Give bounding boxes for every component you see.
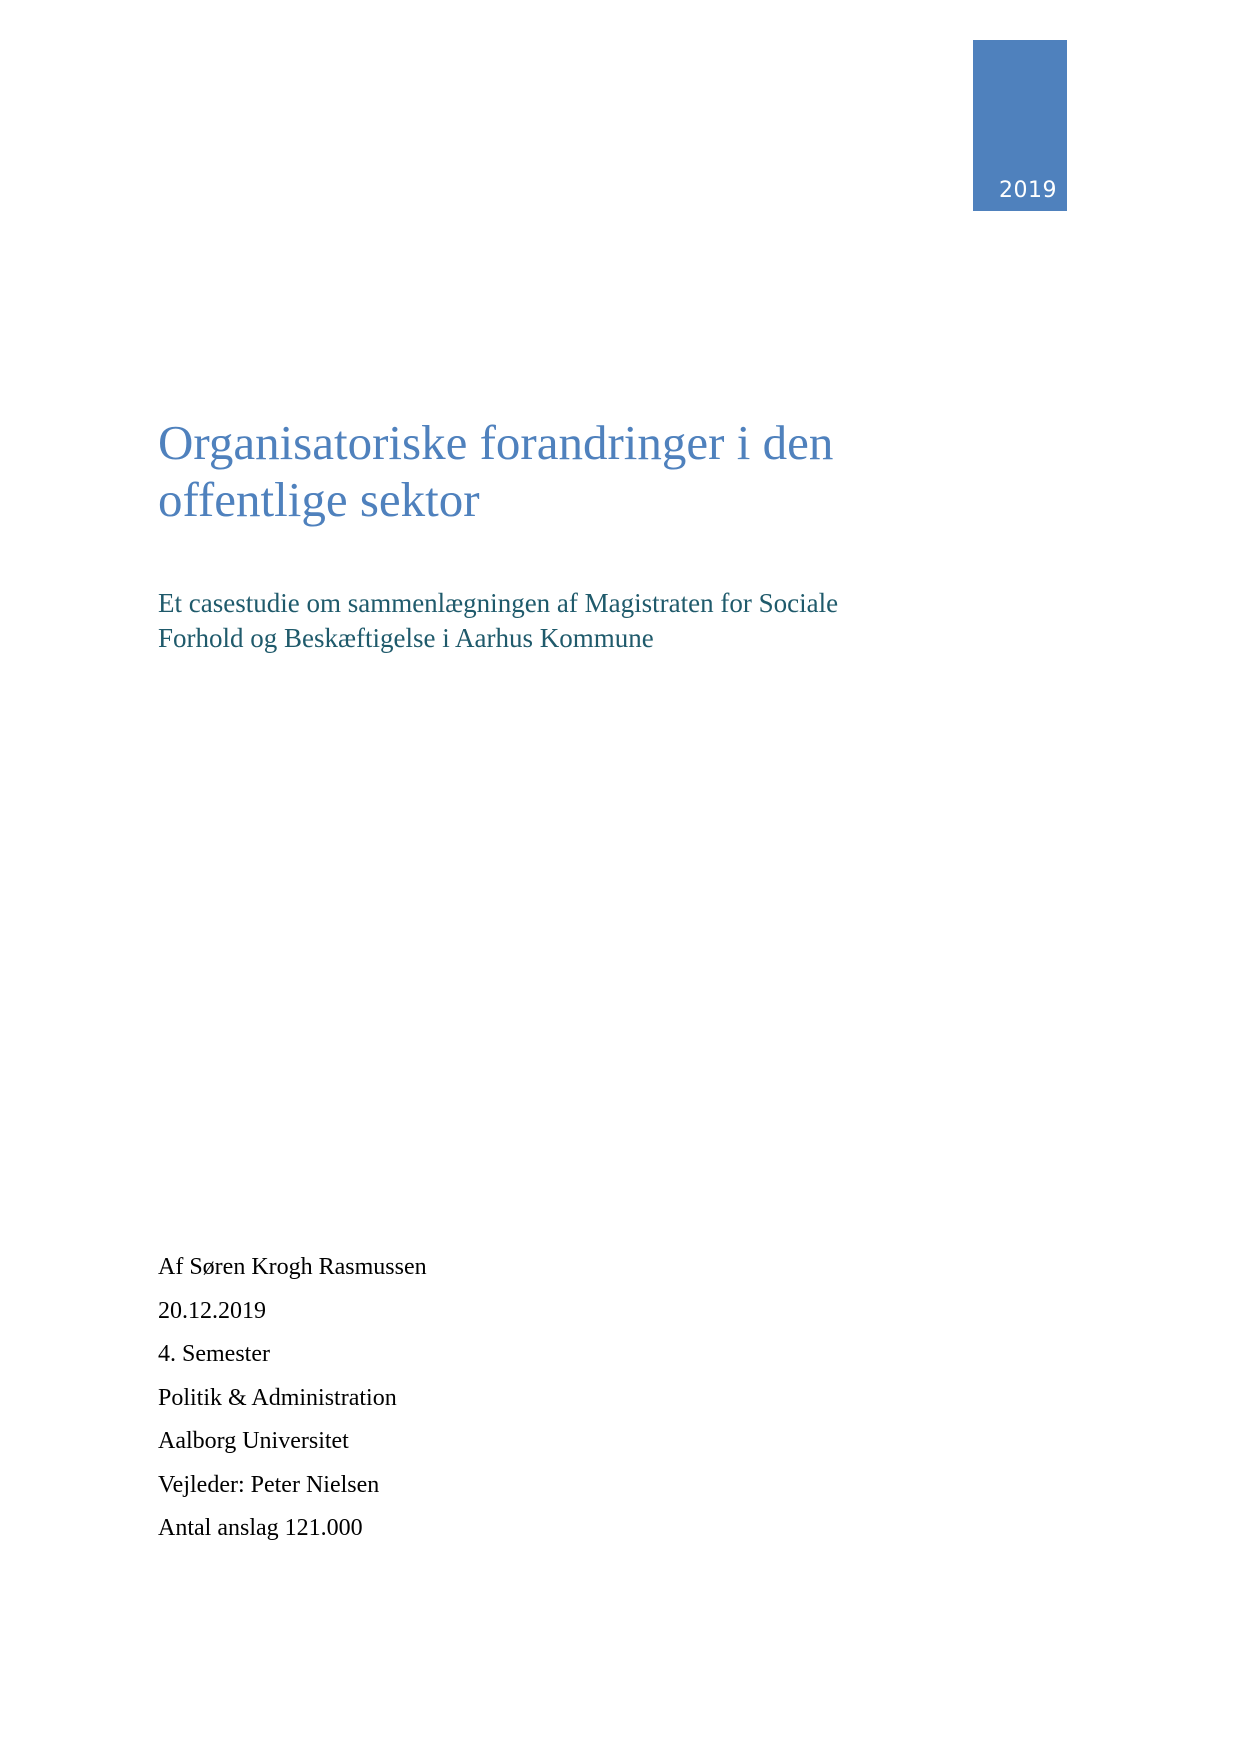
document-details bbox=[158, 1253, 427, 1558]
title-block bbox=[158, 414, 1038, 528]
main-title-line-2: offentlige sektor bbox=[158, 472, 480, 527]
university: Aalborg Universitet bbox=[158, 1428, 349, 1454]
year-label: 2019 bbox=[999, 178, 1057, 203]
study-program: Politik & Administration bbox=[158, 1384, 397, 1411]
subtitle-line-2: Forhold og Beskæftigelse i Aarhus Kommune bbox=[158, 623, 654, 653]
date: 20.12.2019 bbox=[158, 1297, 266, 1324]
supervisor: Vejleder: Peter Nielsen bbox=[158, 1471, 380, 1498]
main-title bbox=[158, 414, 1038, 528]
year-box bbox=[973, 40, 1067, 211]
main-title-line-1: Organisatoriske forandringer i den bbox=[158, 415, 834, 470]
character-count: Antal anslag 121.000 bbox=[158, 1515, 363, 1541]
semester: 4. Semester bbox=[158, 1341, 270, 1367]
subtitle-line-1: Et casestudie om sammenlægningen af Magistraten for Sociale bbox=[158, 588, 839, 618]
subtitle bbox=[158, 586, 1018, 656]
author: Af Søren Krogh Rasmussen bbox=[158, 1254, 427, 1280]
